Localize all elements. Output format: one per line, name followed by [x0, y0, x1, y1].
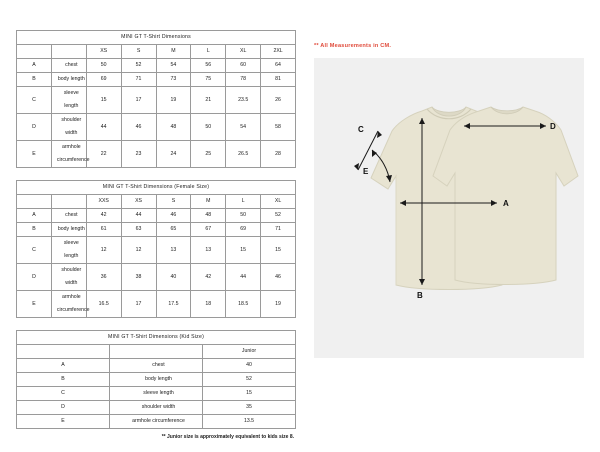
table-row — [17, 114, 296, 141]
row-letter: C — [17, 387, 110, 401]
cell: 13 — [156, 237, 191, 264]
table-header-row — [17, 195, 296, 209]
cell: 50 — [226, 209, 261, 223]
cell: 40 — [203, 359, 296, 373]
row-letter: D — [17, 264, 52, 291]
table-row — [17, 237, 296, 264]
table-header-row — [17, 45, 296, 59]
table-title-row — [17, 31, 296, 45]
measurement-unit-note: ** All Measurements in CM. — [314, 43, 392, 49]
size-table-block-kid — [16, 330, 296, 440]
cell: 19 — [156, 87, 191, 114]
column-header: L — [226, 195, 261, 209]
cell: 60 — [226, 59, 261, 73]
cell: 35 — [203, 401, 296, 415]
row-label: chest — [110, 359, 203, 373]
tables-column — [16, 30, 296, 452]
row-label: sleeve length — [51, 87, 86, 114]
table-row — [17, 209, 296, 223]
column-header: XS — [86, 45, 121, 59]
table-title: MINI GT T-Shirt Dimensions — [17, 31, 296, 45]
cell: 24 — [156, 141, 191, 168]
header-letter-cell — [17, 195, 52, 209]
header-letter-cell — [17, 45, 52, 59]
row-letter: E — [17, 141, 52, 168]
table-row — [17, 87, 296, 114]
row-letter: D — [17, 401, 110, 415]
cell: 52 — [121, 59, 156, 73]
cell: 48 — [156, 114, 191, 141]
tshirt-diagram-svg — [314, 58, 584, 358]
svg-text:A: A — [503, 199, 509, 208]
header-label-cell — [110, 345, 203, 359]
cell: 19 — [261, 291, 296, 318]
cell: 65 — [156, 223, 191, 237]
row-letter: D — [17, 114, 52, 141]
header-label-cell — [51, 45, 86, 59]
size-table-block-adult — [16, 30, 296, 168]
cell: 78 — [226, 73, 261, 87]
column-header: Junior — [203, 345, 296, 359]
cell: 67 — [191, 223, 226, 237]
column-header: XL — [261, 195, 296, 209]
row-letter: C — [17, 87, 52, 114]
cell: 44 — [121, 209, 156, 223]
tshirt-back-illustration — [433, 107, 578, 285]
size-table-adult — [16, 30, 296, 168]
cell: 22 — [86, 141, 121, 168]
table-title-row — [17, 331, 296, 345]
tshirt-diagram-panel — [314, 58, 584, 358]
cell: 56 — [191, 59, 226, 73]
cell: 23 — [121, 141, 156, 168]
row-label: sleeve length — [51, 237, 86, 264]
cell: 15 — [203, 387, 296, 401]
cell: 52 — [261, 209, 296, 223]
table-title-row — [17, 181, 296, 195]
cell: 26.5 — [226, 141, 261, 168]
column-header: XL — [226, 45, 261, 59]
row-label: armhole circumference — [51, 291, 86, 318]
cell: 50 — [86, 59, 121, 73]
svg-text:C: C — [358, 125, 364, 134]
cell: 15 — [86, 87, 121, 114]
size-table-female — [16, 180, 296, 318]
table-row — [17, 401, 296, 415]
cell: 13.5 — [203, 415, 296, 429]
row-letter: B — [17, 223, 52, 237]
table-row — [17, 59, 296, 73]
table-row — [17, 359, 296, 373]
cell: 23.5 — [226, 87, 261, 114]
row-letter: A — [17, 359, 110, 373]
cell: 17.5 — [156, 291, 191, 318]
cell: 44 — [86, 114, 121, 141]
row-label: shoulder width — [110, 401, 203, 415]
table-row — [17, 141, 296, 168]
row-label: chest — [51, 59, 86, 73]
table-row — [17, 373, 296, 387]
cell: 40 — [156, 264, 191, 291]
column-header: L — [191, 45, 226, 59]
cell: 38 — [121, 264, 156, 291]
svg-text:E: E — [363, 167, 369, 176]
cell: 17 — [121, 291, 156, 318]
cell: 61 — [86, 223, 121, 237]
row-label: shoulder width — [51, 114, 86, 141]
cell: 63 — [121, 223, 156, 237]
cell: 71 — [261, 223, 296, 237]
row-letter: E — [17, 415, 110, 429]
row-letter: C — [17, 237, 52, 264]
row-label: armhole circumference — [110, 415, 203, 429]
svg-text:D: D — [550, 122, 556, 131]
header-letter-cell — [17, 345, 110, 359]
cell: 50 — [191, 114, 226, 141]
size-table-kid — [16, 330, 296, 429]
row-label: body length — [110, 373, 203, 387]
cell: 12 — [86, 237, 121, 264]
cell: 46 — [121, 114, 156, 141]
table-title: MINI GT T-Shirt Dimensions (Female Size) — [17, 181, 296, 195]
row-letter: A — [17, 209, 52, 223]
junior-size-footnote: ** Junior size is approximately equivalent to kids size 8. — [161, 434, 294, 440]
column-header: M — [191, 195, 226, 209]
row-label: sleeve length — [110, 387, 203, 401]
cell: 15 — [226, 237, 261, 264]
size-table-block-female — [16, 180, 296, 318]
cell: 73 — [156, 73, 191, 87]
cell: 28 — [261, 141, 296, 168]
row-label: shoulder width — [51, 264, 86, 291]
cell: 54 — [156, 59, 191, 73]
cell: 26 — [261, 87, 296, 114]
measurement-note-row — [314, 43, 584, 49]
row-label: body length — [51, 73, 86, 87]
cell: 42 — [191, 264, 226, 291]
cell: 48 — [191, 209, 226, 223]
column-header: S — [156, 195, 191, 209]
row-label: armhole circumference — [51, 141, 86, 168]
cell: 18 — [191, 291, 226, 318]
table-row — [17, 415, 296, 429]
cell: 15 — [261, 237, 296, 264]
table-row — [17, 291, 296, 318]
row-letter: E — [17, 291, 52, 318]
cell: 25 — [191, 141, 226, 168]
cell: 69 — [226, 223, 261, 237]
svg-text:B: B — [417, 291, 423, 300]
cell: 58 — [261, 114, 296, 141]
cell: 46 — [261, 264, 296, 291]
row-letter: A — [17, 59, 52, 73]
column-header: 2XL — [261, 45, 296, 59]
header-label-cell — [51, 195, 86, 209]
column-header: XS — [121, 195, 156, 209]
cell: 64 — [261, 59, 296, 73]
cell: 69 — [86, 73, 121, 87]
cell: 16.5 — [86, 291, 121, 318]
table-row — [17, 223, 296, 237]
column-header: M — [156, 45, 191, 59]
cell: 52 — [203, 373, 296, 387]
cell: 13 — [191, 237, 226, 264]
column-header: XXS — [86, 195, 121, 209]
row-label: body length — [51, 223, 86, 237]
table-title: MINI GT T-Shirt Dimensions (Kid Size) — [17, 331, 296, 345]
cell: 36 — [86, 264, 121, 291]
cell: 18.5 — [226, 291, 261, 318]
cell: 81 — [261, 73, 296, 87]
cell: 75 — [191, 73, 226, 87]
table-row — [17, 387, 296, 401]
cell: 42 — [86, 209, 121, 223]
column-header: S — [121, 45, 156, 59]
row-letter: B — [17, 373, 110, 387]
cell: 21 — [191, 87, 226, 114]
row-letter: B — [17, 73, 52, 87]
table-row — [17, 264, 296, 291]
cell: 46 — [156, 209, 191, 223]
cell: 71 — [121, 73, 156, 87]
table-row — [17, 73, 296, 87]
cell: 44 — [226, 264, 261, 291]
row-label: chest — [51, 209, 86, 223]
cell: 54 — [226, 114, 261, 141]
table-header-row — [17, 345, 296, 359]
cell: 17 — [121, 87, 156, 114]
cell: 12 — [121, 237, 156, 264]
